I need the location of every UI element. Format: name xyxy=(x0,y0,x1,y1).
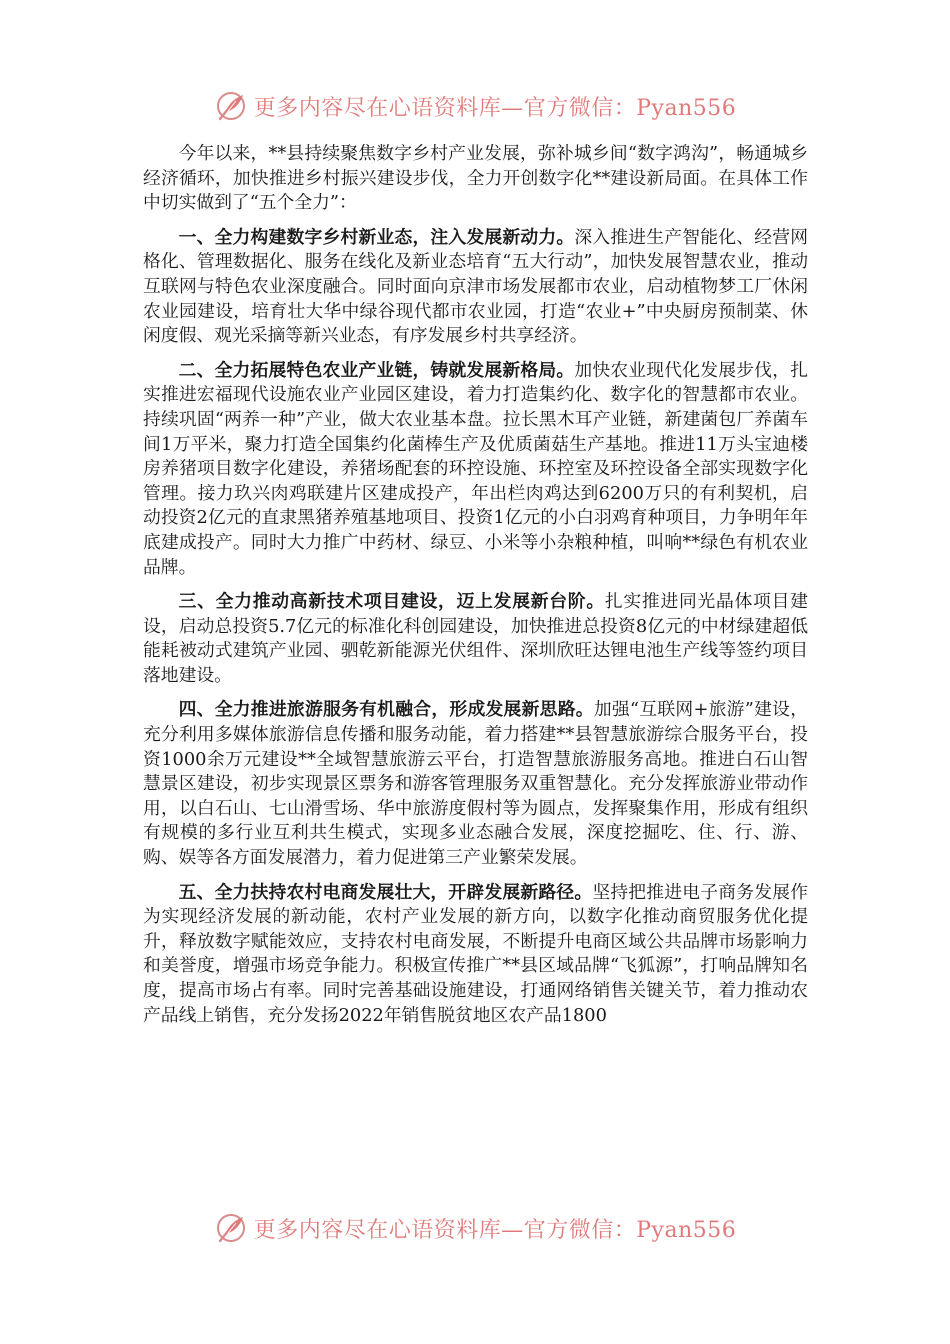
intro-paragraph: 今年以来，**县持续聚焦数字乡村产业发展，弥补城乡间“数字鸿沟”，畅通城乡经济循环，加快推进乡村振兴建设步伐，全力开创数字化**建设新局面。在具体工作中切实做到了“五个全力”： xyxy=(143,143,808,214)
header-banner-text: 更多内容尽在心语资料库—官方微信：Pyan556 xyxy=(253,95,737,121)
section-paragraph-4 xyxy=(143,698,808,870)
section-paragraph-5 xyxy=(143,881,808,1029)
section-body-5: 坚持把推进电子商务发展作为实现经济发展的新动能，农村产业发展的新方向，以数字化推动商贸服务优化提升，释放数字赋能效应，支持农村电商发展，不断提升电商区域公共品牌市场影响力和美誉度，增强市场竞争能力。积极宣传推广**县区域品牌“飞狐源”，打响品牌知名度，提高市场占有率。同时完善基础设施建设，打通网络销售关键关节，着力推动农产品线上销售，充分发扬2022年销售脱贫地区农产品1800 xyxy=(143,881,808,1026)
section-body-1: 深入推进生产智能化、经营网格化、管理数据化、服务在线化及新业态培育“五大行动”，加快发展智慧农业，推动互联网与特色农业深度融合。同时面向京津市场发展都市农业，启动植物梦工厂休闲农业园建设，培育壮大华中绿谷现代都市农业园，打造“农业+”中央厨房预制菜、休闲度假、观光采摘等新兴业态，有序发展乡村共享经济。 xyxy=(143,226,808,347)
section-paragraph-3 xyxy=(143,590,808,688)
quill-logo-icon xyxy=(214,89,248,123)
footer-banner xyxy=(0,1204,950,1252)
section-paragraph-1 xyxy=(143,226,808,349)
section-heading-5: 五、全力扶持农村电商发展壮大，开辟发展新路径。 xyxy=(178,881,593,903)
section-heading-3: 三、全力推动高新技术项目建设，迈上发展新台阶。 xyxy=(178,591,605,613)
footer-banner-text: 更多内容尽在心语资料库—官方微信：Pyan556 xyxy=(253,1217,737,1243)
section-heading-4: 四、全力推进旅游服务有机融合，形成发展新思路。 xyxy=(178,699,594,721)
header-banner xyxy=(0,82,950,130)
section-body-2: 加快农业现代化发展步伐，扎实推进宏福现代设施农业产业园区建设，着力打造集约化、数字化的智慧都市农业。持续巩固“两养一种”产业，做大农业基本盘。拉长黑木耳产业链，新建菌包厂养菌车间1万平米，聚力打造全国集约化菌棒生产及优质菌菇生产基地。推进11万头宝迪楼房养猪项目数字化建设，养猪场配套的环控设施、环控室及环控设备全部实现数字化管理。接力玖兴肉鸡联建片区建成投产，年出栏肉鸡达到6200万只的有利契机，启动投资2亿元的直隶黑猪养殖基地项目、投资1亿元的小白羽鸡育种项目，力争明年年底建成投产。同时大力推广中药材、绿豆、小米等小杂粮种植，叫响**绿色有机农业品牌。 xyxy=(143,359,808,578)
section-heading-1: 一、全力构建数字乡村新业态，注入发展新动力。 xyxy=(178,226,575,248)
document-body xyxy=(143,142,808,1038)
section-body-3: 扎实推进同光晶体项目建设，启动总投资5.7亿元的标准化科创园建设，加快推进总投资8亿元的中材绿建超低能耗被动式建筑产业园、驷乾新能源光伏组件、深圳欣旺达锂电池生产线等签约项目落地建设。 xyxy=(143,591,808,686)
quill-logo-icon xyxy=(214,1211,248,1245)
section-paragraph-2 xyxy=(143,359,808,580)
section-heading-2: 二、全力拓展特色农业产业链，铸就发展新格局。 xyxy=(178,359,575,381)
section-body-4: 加强“互联网+旅游”建设，充分利用多媒体旅游信息传播和服务动能，着力搭建**县智慧旅游综合服务平台，投资1000余万元建设**全域智慧旅游云平台，打造智慧旅游服务高地。推进白石山智慧景区建设，初步实现景区票务和游客管理服务双重智慧化。充分发挥旅游业带动作用，以白石山、七山滑雪场、华中旅游度假村等为圆点，发挥聚集作用，形成有组织有规模的多行业互利共生模式，实现多业态融合发展，深度挖掘吃、住、行、游、购、娱等各方面发展潜力，着力促进第三产业繁荣发展。 xyxy=(143,699,808,869)
